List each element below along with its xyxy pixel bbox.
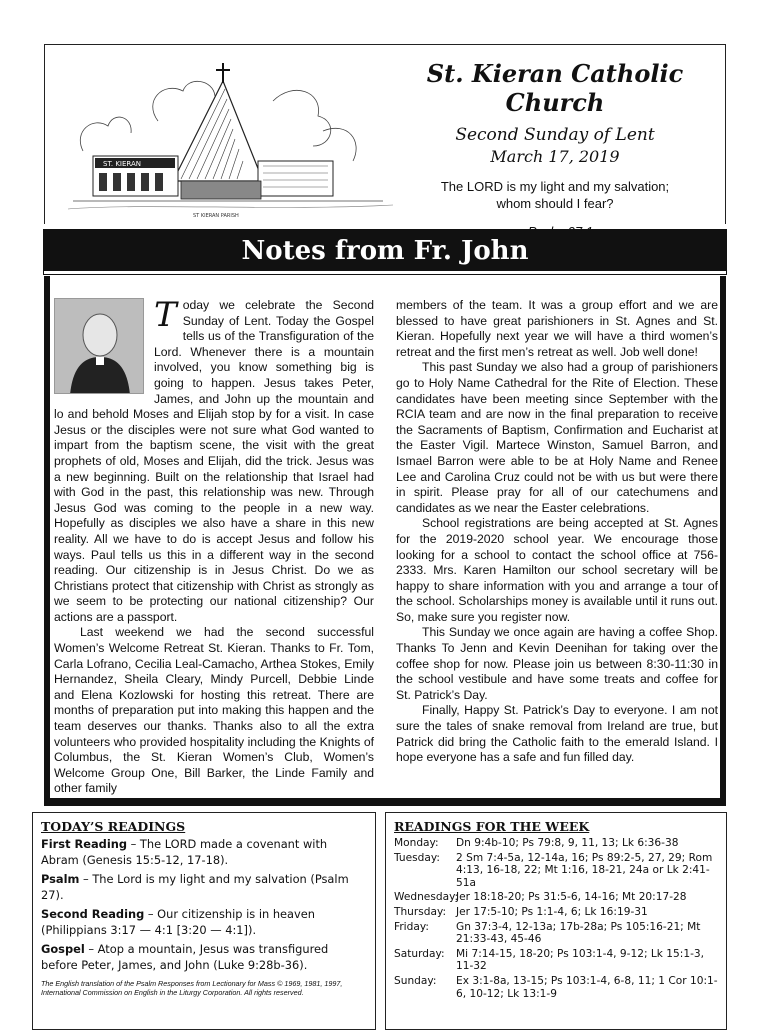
church-name: St. Kieran Catholic Church xyxy=(426,59,684,117)
week-reading-row: Saturday: Mi 7:14-15, 18-20; Ps 103:1-4, 9-12; Lk 15:1-3, 11-32 xyxy=(394,947,705,973)
notes-paragraph-4: This past Sunday we also had a group of parishioners go to Holy Name Cathedral for the Rite of Election. These candidates have been meeting since September with the RCIA team and are now in the final preparation to receive the Sacraments of Baptism, Confirmation and Eucharist at the Easter Vigil. Martece Winston, Samuel Barron, and Ismael Barron were able to be at Holy Name and Renee Lee and Carolina Cruz could not be with us but were there in spirit. Please pray for all of our catechumens and candidates as we near the Easter celebrations. xyxy=(396,360,718,515)
todays-readings-title: TODAY’S READINGS xyxy=(41,819,186,834)
bulletin-header xyxy=(44,44,726,224)
week-reading-row: Friday: Gn 37:3-4, 12-13a; 17b-28a; Ps 105:16-21; Mt 21:33-43, 45-46 xyxy=(394,920,701,946)
reading-second: Second Reading – Our citizenship is in heaven (Philippians 3:17 — 4:1 [3:20 — 4:1]). xyxy=(41,907,316,937)
priest-photo xyxy=(54,298,144,394)
notes-dropcap: T xyxy=(154,295,177,335)
liturgical-occasion: Second Sunday of Lent xyxy=(455,125,655,145)
week-reading-row: Tuesday: 2 Sm 7:4-5a, 12-14a, 16; Ps 89:2-5, 27, 29; Rom 4:13, 16-18, 22; Mt 1:16, 18-21, 24a or Lk 2:41-51a xyxy=(394,851,713,889)
week-reading-row: Sunday: Ex 3:1-8a, 13-15; Ps 103:1-4, 6-8, 11; 1 Cor 10:1-6, 10-12; Lk 13:1-9 xyxy=(394,974,718,1000)
psalm-verse-line-1: The LORD is my light and my salvation; xyxy=(440,179,670,194)
svg-text:ST KIERAN PARISH: ST KIERAN PARISH xyxy=(193,213,239,219)
notes-paragraph-3: members of the team. It was a group effort and we are blessed to have great parishioners in St. Agnes and St. Kieran. Hopefully next year we will have a third women’s retreat and the first men’s retreat as well. Job well done! xyxy=(396,298,718,359)
notes-paragraph-1: oday we celebrate the Second Sunday of Lent. Today the Gospel tells us of the Transfiguration of the Lord. Whenever there is a mountain involved, you know something big is going to happen. Jesus takes Peter, James, and John up the mountain and lo and behold Moses and Elijah stop by for a visit. In case Jesus or the disciples were not sure what God wanted to impart from the baptism scene, the visit with the great prophets of old, Moses and Elijah, did the trick. Jesus was a new beginning. Built on the relationship that Israel had with God in the past, this relationship was new. Through Jesus God was coming to the people in a new way. Hopefully as disciples we also have a share in this new reality. All we have to do is accept Jesus and follow his ways. Paul tells us this in a different way in the second reading. Our citizenship is in Jesus Christ. Do we as Christians protect that citizenship with Christ as strongly as we seem to be protecting our national citizenship? Our actions are a passport. xyxy=(54,298,374,624)
week-reading-row: Monday: Dn 9:4b-10; Ps 79:8, 9, 11, 13; Lk 6:36-38 xyxy=(394,837,679,849)
notes-paragraph-5: School registrations are being accepted at St. Agnes for the 2019-2020 school year. We encourage those looking for a school to contact the school office at 756-2333. Mrs. Karen Hamilton our school secretary will be happy to share information with you and arrange a tour of the school. Scholarships money is available until it runs out. So, make sure you register now. xyxy=(396,516,718,624)
reading-first: First Reading – The LORD made a covenant with Abram (Genesis 15:5-12, 17-18). xyxy=(41,837,328,867)
building-sign: ST. KIERAN xyxy=(103,160,142,168)
week-readings-box xyxy=(385,812,727,1030)
header-text xyxy=(395,59,715,239)
notes-paragraph-6: This Sunday we once again are having a coffee Shop. Thanks To Jenn and Kevin Deenihan for taking over the coffee shop for now. Please join us between 8:30-11:30 in the school vestibule and have some treats and coffee for St. Patrick’s Day. xyxy=(396,625,718,702)
reading-gospel: Gospel – Atop a mountain, Jesus was transfigured before Peter, James, and John (Luke 9:28b-36). xyxy=(41,942,329,972)
notes-left-column xyxy=(50,295,374,797)
psalm-verse-line-2: whom should I fear? xyxy=(496,196,614,211)
notes-paragraph-2: Last weekend we had the second successful Women’s Welcome Retreat St. Kieran. Thanks to Fr. Tom, Carla Lofrano, Cecilia Leal-Camacho, Arthea Stokes, Emily Hernandez, Sheila Cleary, Mindy Purcell, Debbie Linde and Elena Kozlowski for hosting this retreat. There are months of preparation put into making this happen and the team deserves our thanks. Thanks also to all the extra volunteers who provided hospitality including the Knights of Columbus, the St. Kieran Women’s Club, Women’s Welcome Group One, Bill Barker, the Linde Family and other family xyxy=(54,625,374,796)
psalm-copyright: The English translation of the Psalm Responses from Lectionary for Mass © 1969, 1981, 1997, International Commission on English in the Liturgy Corporation. All rights reserved. xyxy=(41,979,343,997)
notes-title: Notes from Fr. John xyxy=(241,236,529,266)
church-illustration xyxy=(63,61,398,221)
todays-readings-box xyxy=(32,812,376,1030)
notes-right-column xyxy=(396,298,718,766)
notes-body xyxy=(44,276,726,798)
bulletin-date: March 17, 2019 xyxy=(490,147,620,166)
bulletin-page xyxy=(41,44,726,1000)
notes-title-bar xyxy=(44,230,726,274)
reading-psalm: Psalm – The Lord is my light and my salvation (Psalm 27). xyxy=(41,872,349,902)
notes-paragraph-7: Finally, Happy St. Patrick’s Day to everyone. I am not sure the tales of snake removal from Ireland are true, but Patrick did bring the Catholic faith to the emerald Island. I hope everyone has a safe and fun filled day. xyxy=(396,703,718,765)
week-readings-title: READINGS FOR THE WEEK xyxy=(394,819,590,834)
notes-footer-bar xyxy=(44,798,726,806)
psalm-verse xyxy=(395,178,715,212)
week-reading-row: Wednesday: Jer 18:18-20; Ps 31:5-6, 14-16; Mt 20:17-28 xyxy=(394,891,687,904)
week-reading-row: Thursday: Jer 17:5-10; Ps 1:1-4, 6; Lk 16:19-31 xyxy=(394,905,648,918)
